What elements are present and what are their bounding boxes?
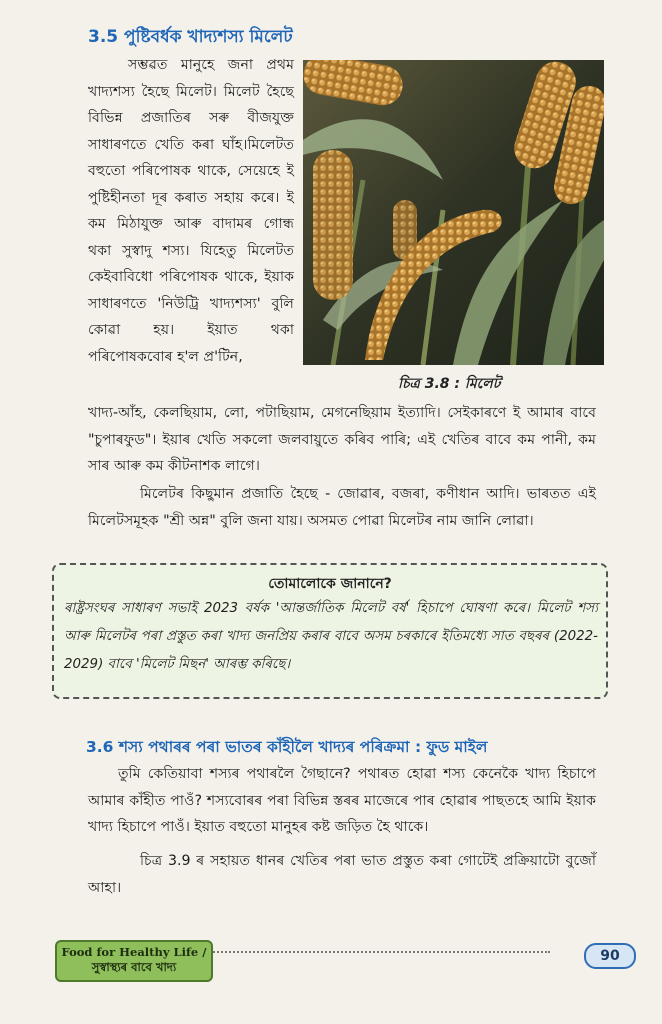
paragraph-millet-nutrients: খাদ্য-আঁহ, কেলছিয়াম, লো, পটাছিয়াম, মেগনেছিয়াম ইত্যাদি। সেইকাৰণে ই আমাৰ বাবে "চুপাৰফুড"। ইয়াৰ খেতি সকলো জলবায়ুতে কৰিব পাৰি; এই খেতিৰ বাবে কম পানী, কম সাৰ আৰু কম কীটনাশক লাগে। <box>88 405 596 474</box>
paragraph-millet-species: মিলেটৰ কিছুমান প্ৰজাতি হৈছে - জোৱাৰ, বজৰা, কণীধান আদি। ভাৰতত এই মিলেটসমূহক "শ্ৰী অন্ন" বুলি জনা যায়। অসমত পোৱা মিলেটৰ নাম জানি লোৱা। <box>88 486 596 529</box>
section-heading-millet: 3.5 পুষ্টিবৰ্ধক খাদ্যশস্য মিলেট <box>88 27 293 47</box>
paragraph-food-mile-figure: চিত্ৰ 3.9 ৰ সহায়ত ধানৰ খেতিৰ পৰা ভাত প্ৰস্তুত কৰা গোটেই প্ৰক্ৰিয়াটো বুজোঁ আহা। <box>88 853 596 896</box>
section-heading-food-mile: 3.6 শস্য পথাৰৰ পৰা ভাতৰ কাঁহীলৈ খাদ্যৰ পৰিক্ৰমা : ফুড মাইল <box>86 738 488 756</box>
paragraph-millet-intro: সম্ভৱত মানুহে জনা প্ৰথম খাদ্যশস্য হৈছে মিলেট। মিলেট হৈছে বিভিন্ন প্ৰজাতিৰ সৰু বীজযুক্ত সাধাৰণতে খেতি কৰা ঘাঁহ।মিলেটত বহুতো পৰিপোষক থাকে, সেয়েহে ই পুষ্টিহীনতা দূৰ কৰাত সহায় কৰে। ই কম মিঠাযুক্ত আৰু বাদামৰ গোন্ধ থকা সুস্বাদু শস্য। যিহেতু মিলেটত কেইবাবিধো পৰিপোষক থাকে, ইয়াক সাধাৰণতে 'নিউট্ৰি খাদ্যশস্য' বুলি কোৱা হয়। ইয়াত থকা পৰিপোষকবোৰ হ'ল প্ৰ'টিন, <box>88 57 294 365</box>
page-number: 90 <box>584 943 636 969</box>
millet-photo <box>303 60 604 365</box>
paragraph-food-mile-intro: তুমি কেতিয়াবা শস্যৰ পথাৰলৈ গৈছানে? পথাৰত হোৱা শস্য কেনেকৈ খাদ্য হিচাপে আমাৰ কাঁহীত পাওঁ? শস্যবোৰৰ পৰা বিভিন্ন স্তৰৰ মাজেৰে পাৰ হোৱাৰ পাছতহে আমি ইয়াক খাদ্য হিচাপে পাওঁ। ইয়াত বহুতো মানুহৰ কষ্ট জড়িত হৈ থাকে। <box>88 766 596 835</box>
footer-divider <box>210 951 550 953</box>
figure-caption: চিত্ৰ 3.8 : মিলেট <box>398 376 501 392</box>
callout-text: ৰাষ্ট্ৰসংঘৰ সাধাৰণ সভাই 2023 বৰ্ষক 'আন্তৰ্জাতিক মিলেট বৰ্ষ' হিচাপে ঘোষণা কৰে। মিলেট শস্য আৰু মিলেটৰ পৰা প্ৰস্তুত কৰা খাদ্য জনপ্ৰিয় কৰাৰ বাবে অসম চৰকাৰে ইতিমধ্যে সাত বছৰৰ (2022-2029) বাবে 'মিলেট মিছন' আৰম্ভ কৰিছে। <box>64 601 598 672</box>
did-you-know-box <box>52 563 608 699</box>
footer-book-title <box>55 940 213 982</box>
book-title-assamese: সুস্বাস্থ্যৰ বাবে খাদ্য <box>91 960 177 974</box>
callout-title: তোমালোকে জানানে? <box>268 576 392 592</box>
book-title-english: Food for Healthy Life / <box>61 945 207 959</box>
